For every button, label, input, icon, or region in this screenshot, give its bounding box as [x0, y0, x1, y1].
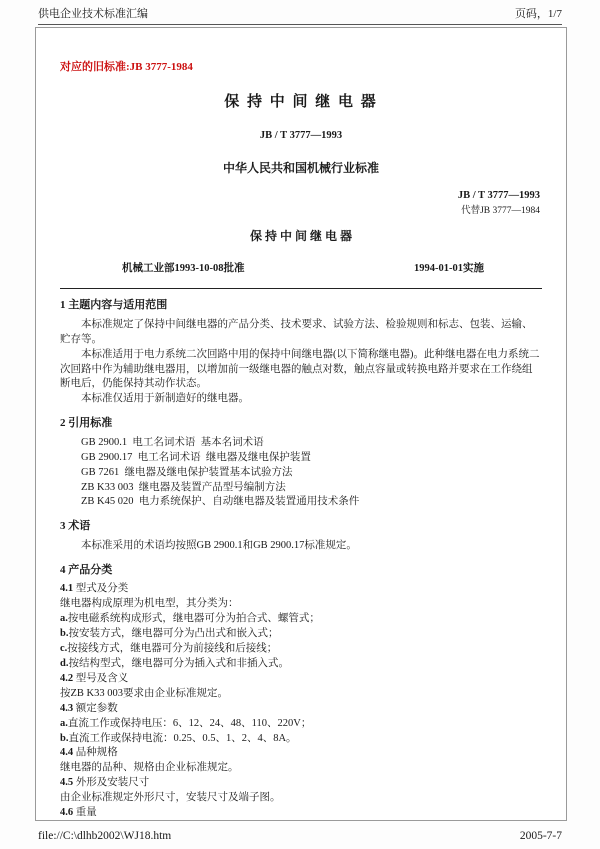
- subsection-heading: 4.4 品种规格: [60, 747, 118, 759]
- section-heading: 3 术语: [60, 520, 91, 533]
- subsection-heading: 4.3 额定参数: [60, 702, 118, 714]
- reference-item: GB 2900.1 电工名词术语 基本名词术语: [81, 436, 264, 448]
- item-number: a.: [60, 717, 68, 729]
- subsection-heading: 4.5 外形及安装尺寸: [60, 777, 150, 789]
- old-standard-note: 对应的旧标准:JB 3777-1984: [60, 61, 193, 73]
- standard-code-right: JB / T 3777—1993: [457, 189, 540, 201]
- item-number: d.: [60, 658, 69, 670]
- lettered-item: a.直流工作或保持电压：6、12、24、48、110、220V；: [60, 717, 312, 729]
- document-subtitle: 保 持 中 间 继 电 器: [249, 229, 352, 244]
- document-body: [60, 298, 542, 821]
- item-number: 4.5: [60, 777, 74, 789]
- page-frame: [35, 27, 567, 821]
- subsection-heading: 4.6 重量: [60, 807, 97, 819]
- reference-item: GB 7261 继电器及继电保护装置基本试验方法: [81, 466, 293, 478]
- item-number: 4.2: [60, 672, 74, 684]
- print-date: 2005-7-7: [519, 830, 562, 842]
- industry-standard-line: 中华人民共和国机械行业标准: [222, 160, 379, 175]
- subsection-heading: 4.2 型号及含义: [60, 672, 129, 684]
- standard-code: JB / T 3777—1993: [259, 129, 343, 141]
- item-number: 4.4: [60, 747, 74, 759]
- item-number: 4.1: [60, 583, 74, 595]
- lettered-item: a.按电磁系统构成形式，继电器可分为拍合式、螺管式；: [60, 613, 320, 625]
- lettered-item: c.按接线方式，继电器可分为前接线和后接线；: [60, 643, 278, 655]
- item-number: 4.3: [60, 702, 74, 714]
- paragraph: 本标准规定了保持中间继电器的产品分类、技术要求、试验方法、检验规则和标志、包装、运输、贮存等。: [60, 318, 533, 345]
- section-heading: 2 引用标准: [60, 417, 113, 430]
- compilation-title: 供电企业技术标准汇编: [38, 8, 148, 20]
- replaces-note: 代替JB 3777—1984: [461, 205, 540, 216]
- document-title: 保 持 中 间 继 电 器: [224, 93, 378, 110]
- paragraph: 本标准适用于电力系统二次回路中用的保持中间继电器(以下简称继电器)。此种继电器在电力系统二次回路中作为辅助继电器用，以增加前一级继电器的触点对数，触点容量或转换电路并要求在工作绕组断电后，仍能保持其动作状态。: [60, 348, 540, 390]
- effective-date: 1994-01-01实施: [414, 263, 484, 275]
- print-footer: [38, 830, 562, 842]
- file-path: file://C:\dlhb2002\WJ18.htm: [38, 830, 172, 842]
- item-number: a.: [60, 613, 68, 625]
- body-line: 按ZB K33 003要求由企业标准规定。: [60, 687, 228, 699]
- approval-text: 机械工业部1993-10-08批准: [122, 263, 245, 275]
- section-heading: 1 主题内容与适用范围: [60, 299, 168, 312]
- item-number: 4.6: [60, 807, 74, 819]
- page-content: [36, 28, 566, 821]
- paragraph: 本标准仅适用于新制造好的继电器。: [81, 393, 249, 405]
- body-line: 继电器构成原理为机电型，其分类为：: [60, 598, 239, 610]
- approval-row: [60, 262, 542, 277]
- body-line: 由企业标准规定外形尺寸，安装尺寸及端子图。: [60, 792, 281, 804]
- page-number: 页码，1/7: [514, 8, 562, 20]
- print-header: [38, 5, 562, 25]
- item-number: b.: [60, 628, 69, 640]
- paragraph: 本标准采用的术语均按照GB 2900.1和GB 2900.17标准规定。: [81, 539, 357, 551]
- divider-rule: [60, 288, 542, 289]
- item-number: b.: [60, 732, 69, 744]
- reference-item: ZB K45 020 电力系统保护、自动继电器及装置通用技术条件: [81, 496, 360, 508]
- reference-item: GB 2900.17 电工名词术语 继电器及继电保护装置: [81, 451, 311, 463]
- standard-code-block: [60, 189, 542, 218]
- section-heading: 4 产品分类: [60, 563, 113, 576]
- body-line: 继电器的品种、规格由企业标准规定。: [60, 762, 239, 774]
- reference-item: ZB K33 003 继电器及装置产品型号编制方法: [81, 481, 286, 493]
- subsection-heading: 4.1 型式及分类: [60, 583, 129, 595]
- item-number: c.: [60, 643, 68, 655]
- lettered-item: b.直流工作或保持电流：0.25、0.5、1、2、4、8A。: [60, 732, 297, 744]
- lettered-item: b.按安装方式，继电器可分为凸出式和嵌入式；: [60, 628, 279, 640]
- lettered-item: d.按结构型式，继电器可分为插入式和非插入式。: [60, 658, 289, 670]
